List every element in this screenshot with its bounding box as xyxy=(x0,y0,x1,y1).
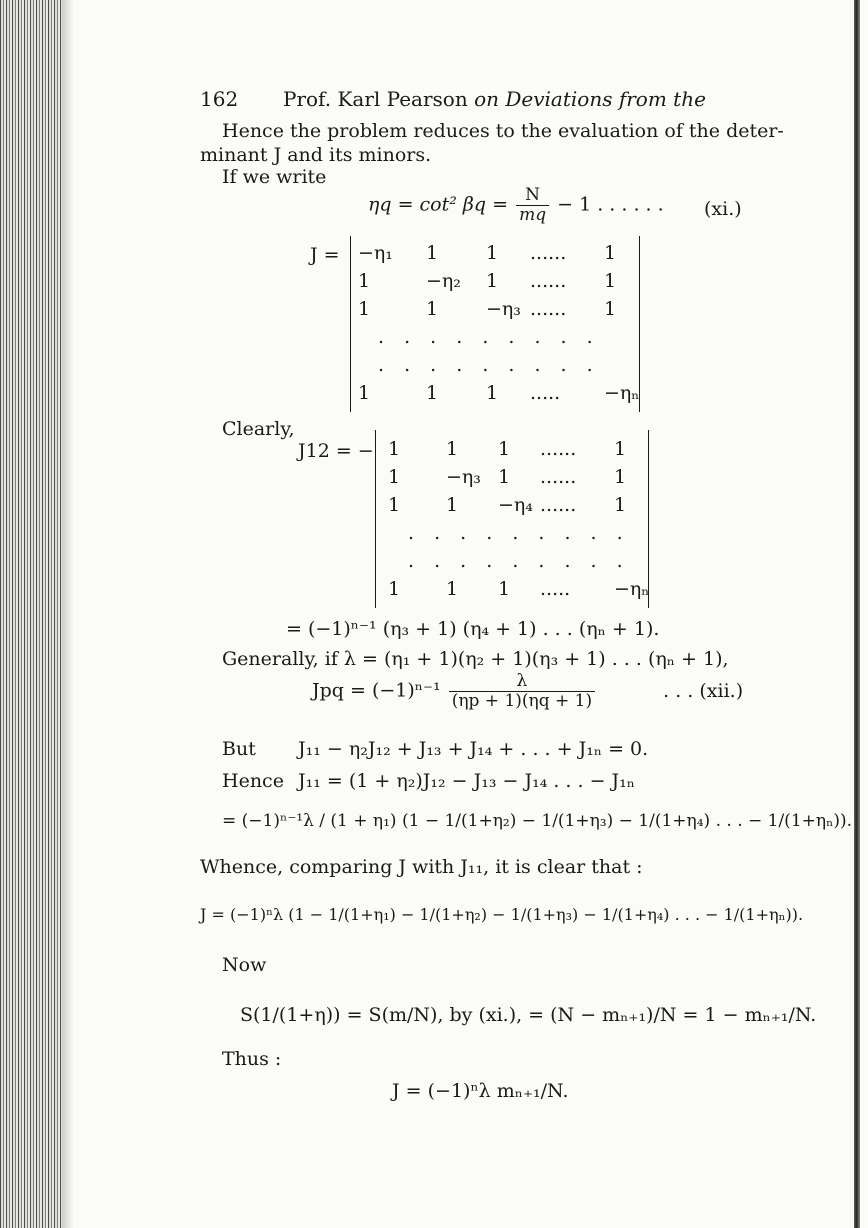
matrix-dots-row: . . . . . . . . . xyxy=(408,522,630,544)
matrix-cell: −η₄ xyxy=(498,494,533,516)
matrix-cell: 1 xyxy=(498,466,511,488)
running-head xyxy=(283,88,706,110)
determinant-J12 xyxy=(375,430,649,608)
matrix-cell: 1 xyxy=(604,298,617,320)
matrix-cell: 1 xyxy=(498,578,511,600)
matrix-cell: 1 xyxy=(446,438,459,460)
matrix-cell: 1 xyxy=(388,438,401,460)
page-edge xyxy=(854,0,860,1228)
text-line: Generally, if λ = (η₁ + 1)(η₂ + 1)(η₃ + 1) . . . (ηₙ + 1), xyxy=(222,648,729,670)
matrix-cell: −η₃ xyxy=(486,298,521,320)
equation-final: J = (−1)ⁿλ mₙ₊₁/N. xyxy=(392,1080,569,1102)
matrix-dots-row: . . . . . . . . . xyxy=(408,550,630,572)
page-number: 162 xyxy=(200,87,239,111)
text-line: But xyxy=(222,738,256,760)
matrix-cell: 1 xyxy=(614,438,627,460)
matrix-cell: 1 xyxy=(388,466,401,488)
matrix-cell: 1 xyxy=(426,382,439,404)
matrix-cell: 1 xyxy=(604,242,617,264)
matrix-cell: 1 xyxy=(486,382,499,404)
matrix-cell: ...... xyxy=(540,494,577,516)
matrix-cell: 1 xyxy=(498,438,511,460)
text-line: Now xyxy=(222,954,267,976)
equation-J-expansion: J = (−1)ⁿλ (1 − 1/(1+η₁) − 1/(1+η₂) − 1/(1+η₃) − 1/(1+η₄) . . . − 1/(1+ηₙ)). xyxy=(200,905,804,924)
matrix-cell: 1 xyxy=(614,494,627,516)
text-line: minant J and its minors. xyxy=(200,144,432,166)
matrix-cell: 1 xyxy=(486,242,499,264)
equation-line: J₁₁ − η₂J₁₂ + J₁₃ + J₁₄ + . . . + J₁ₙ = 0. xyxy=(298,738,649,760)
matrix-cell: 1 xyxy=(388,494,401,516)
equation-label-xi: (xi.) xyxy=(704,198,742,220)
matrix-cell: 1 xyxy=(358,270,371,292)
text-line: If we write xyxy=(222,166,327,188)
text-line: Thus : xyxy=(222,1048,282,1070)
matrix-cell: ...... xyxy=(530,270,567,292)
matrix-cell: −η₁ xyxy=(358,242,393,264)
equation-line: = (−1)ⁿ⁻¹ (η₃ + 1) (η₄ + 1) . . . (ηₙ + 1). xyxy=(286,618,660,640)
equation-line: J₁₁ = (1 + η₂)J₁₂ − J₁₃ − J₁₄ . . . − J₁ₙ xyxy=(298,770,635,792)
matrix-cell: ..... xyxy=(540,578,571,600)
determinant-J12-label: J12 = − xyxy=(298,440,374,462)
running-head-author: Prof. Karl Pearson xyxy=(283,87,468,111)
equation-S: S(1/(1+η)) = S(m/N), by (xi.), = (N − mₙ₊₁)/N = 1 − mₙ₊₁/N. xyxy=(240,1004,817,1026)
equation-expansion: = (−1)ⁿ⁻¹λ / (1 + η₁) (1 − 1/(1+η₂) − 1/(1+η₃) − 1/(1+η₄) . . . − 1/(1+ηₙ)). xyxy=(222,811,853,831)
matrix-cell: 1 xyxy=(604,270,617,292)
matrix-cell: 1 xyxy=(446,494,459,516)
matrix-cell: 1 xyxy=(358,382,371,404)
matrix-cell: ..... xyxy=(530,382,561,404)
matrix-cell: 1 xyxy=(614,466,627,488)
running-head-title: on Deviations from the xyxy=(474,87,706,111)
matrix-dots-row: . . . . . . . . . xyxy=(378,354,600,376)
matrix-cell: 1 xyxy=(426,242,439,264)
text-line: Hence the problem reduces to the evaluation of the deter- xyxy=(222,120,784,142)
binding-fade xyxy=(62,0,74,1228)
matrix-cell: 1 xyxy=(446,578,459,600)
matrix-cell: 1 xyxy=(388,578,401,600)
matrix-cell: ...... xyxy=(540,466,577,488)
equation-xii: Jpq = (−1)ⁿ⁻¹ $\frac{\lambda}{(\eta p + 1)(\eta q + 1)}$ . . . (xii.) xyxy=(312,671,744,711)
matrix-cell: 1 xyxy=(358,298,371,320)
matrix-cell: ...... xyxy=(530,242,567,264)
text-line: Whence, comparing J with J₁₁, it is clear that : xyxy=(200,856,643,878)
matrix-cell: ...... xyxy=(530,298,567,320)
matrix-cell: −η₃ xyxy=(446,466,481,488)
equation-xi: ηq = cot² βq = $\frac{N}{mq}$ − 1 . . . . . . xyxy=(368,185,664,225)
matrix-cell: −ηₙ xyxy=(604,382,640,404)
binding-shadow xyxy=(0,0,62,1228)
determinant-J-label: J = xyxy=(310,244,340,266)
matrix-dots-row: . . . . . . . . . xyxy=(378,326,600,348)
text-line: Clearly, xyxy=(222,418,295,440)
text-line: Hence xyxy=(222,770,284,792)
matrix-cell: ...... xyxy=(540,438,577,460)
matrix-cell: −η₂ xyxy=(426,270,461,292)
matrix-cell: 1 xyxy=(486,270,499,292)
matrix-cell: 1 xyxy=(426,298,439,320)
matrix-cell: −ηₙ xyxy=(614,578,650,600)
